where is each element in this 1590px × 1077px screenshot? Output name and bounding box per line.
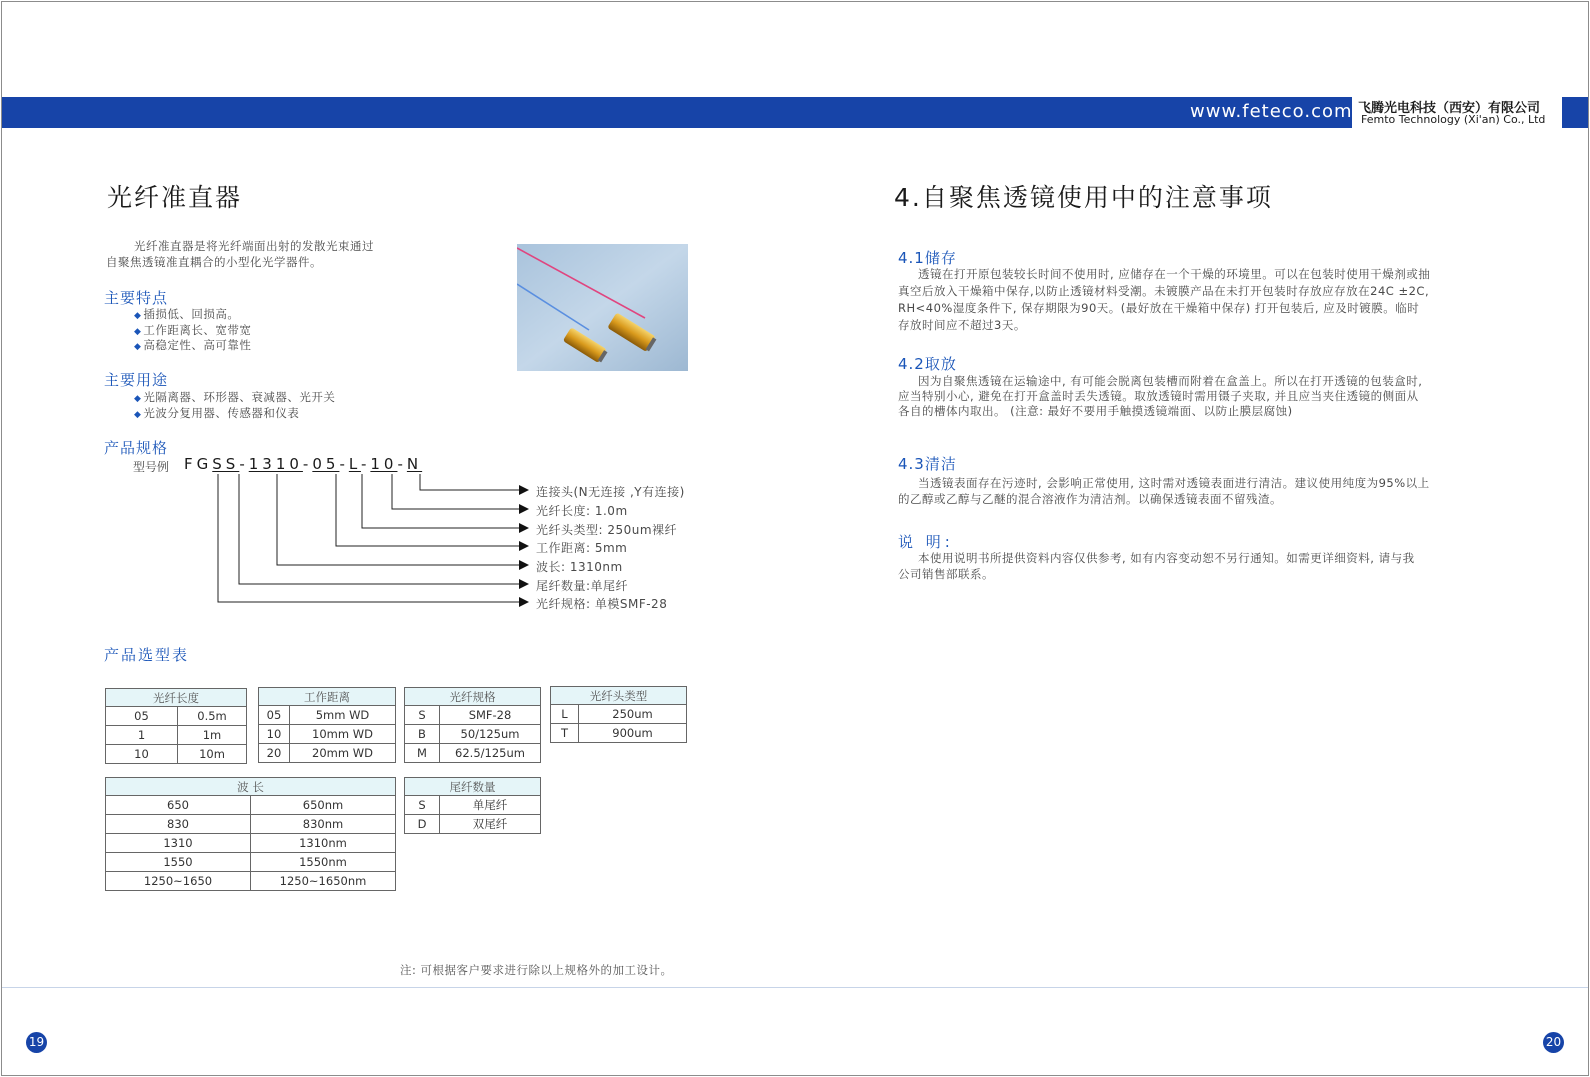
feature-item: ◆ 插损低、回损高。 (134, 307, 240, 321)
table-row: 05 5mm WD (259, 706, 396, 725)
table-row: 1550 1550nm (106, 853, 396, 872)
working-distance-table (258, 687, 396, 763)
table-row: 20 20mm WD (259, 744, 396, 763)
table-row: B 50/125um (405, 725, 541, 744)
fiber-spec-table (404, 687, 541, 763)
pigtail-table (404, 777, 541, 834)
body-line: 本使用说明书所提供资料内容仅供参考, 如有内容变动恕不另行通知。如需更详细资料, 请与我 (918, 551, 1415, 565)
intro-line: 自聚焦透镜准直耦合的小型化光学器件。 (106, 255, 322, 269)
section-heading-note: 说 明: (898, 533, 954, 551)
callout-pigtail: 尾纤数量:单尾纤 (536, 579, 629, 593)
feature-item: ◆ 高稳定性、高可靠性 (134, 338, 252, 352)
feature-item: ◆ 工作距离长、宽带宽 (134, 323, 252, 337)
body-line: 真空后放入干燥箱中保存,以防止透镜材料受潮。未镀膜产品在未打开包装时存放应存放在24C ±2C, (898, 284, 1430, 298)
table-row: 05 0.5m (106, 707, 247, 726)
wavelength-table (105, 777, 396, 891)
table-row: 1 1m (106, 726, 247, 745)
body-line: 当透镜表面存在污迹时, 会影响正常使用, 这时需对透镜表面进行清洁。建议使用纯度为95%以上 (918, 476, 1430, 490)
table-row: 1250~1650 1250~1650nm (106, 872, 396, 891)
footnote: 注: 可根据客户要求进行除以上规格外的加工设计。 (400, 963, 673, 977)
model-code: FGSS-1310-05-L-10-N (184, 455, 423, 473)
table-row: L 250um (551, 705, 687, 724)
table-row: T 900um (551, 724, 687, 743)
model-prefix-label: 型号例 (133, 460, 170, 474)
page-number-right: 20 (1543, 1032, 1564, 1053)
table-row: M 62.5/125um (405, 744, 541, 763)
body-line: 公司销售部联系。 (898, 567, 994, 581)
section-heading-handling: 4.2取放 (898, 355, 957, 373)
website-url[interactable]: www.feteco.com (1190, 101, 1353, 122)
callout-connector: 连接头(N无连接 ,Y有连接) (536, 485, 685, 499)
body-line: 因为自聚焦透镜在运输途中, 有可能会脱离包装槽而附着在盒盖上。所以在打开透镜的包装盒时, (918, 374, 1423, 388)
body-line: RH<40%湿度条件下, 保存期限为90天。(最好放在干燥箱中保存) 打开包装后, 应及时镀膜。临时 (898, 301, 1420, 315)
page-number-left: 19 (26, 1032, 47, 1053)
table-row: 1310 1310nm (106, 834, 396, 853)
company-name-en: Femto Technology (Xi'an) Co., Ltd (1361, 113, 1546, 126)
callout-head-type: 光纤头类型: 250um裸纤 (536, 523, 678, 537)
body-line: 的乙醇或乙醇与乙醚的混合溶液作为清洁剂。以确保透镜表面不留残渣。 (898, 492, 1282, 506)
table-header: 光纤头类型 (551, 687, 687, 705)
page-title-left: 光纤准直器 (107, 183, 243, 212)
applications-heading: 主要用途 (104, 371, 169, 389)
section-heading-cleaning: 4.3清洁 (898, 455, 957, 473)
callout-wavelength: 波长: 1310nm (536, 560, 623, 574)
table-header: 光纤规格 (405, 688, 541, 706)
table-row: 10 10mm WD (259, 725, 396, 744)
intro-line: 光纤准直器是将光纤端面出射的发散光束通过 (134, 239, 374, 253)
page-title-right: 4.自聚焦透镜使用中的注意事项 (894, 183, 1273, 212)
features-heading: 主要特点 (104, 289, 169, 307)
table-row: D 双尾纤 (405, 815, 541, 834)
body-line: 应当特别小心, 避免在打开盒盖时丢失透镜。取放透镜时需用镊子夹取, 并且应当夹住透镜的侧面从 (898, 389, 1419, 403)
callout-fiber-spec: 光纤规格: 单模SMF-28 (536, 597, 668, 611)
body-line: 透镜在打开原包装较长时间不使用时, 应储存在一个干燥的环境里。可以在包装时使用干燥剂或抽 (918, 267, 1431, 281)
bottom-rule (2, 987, 1588, 988)
table-header: 工作距离 (259, 688, 396, 706)
table-header: 波 长 (106, 778, 396, 796)
table-header: 光纤长度 (106, 689, 247, 707)
company-name-cn: 飞腾光电科技（西安）有限公司 (1358, 101, 1541, 116)
section-heading-storage: 4.1储存 (898, 249, 957, 267)
spec-heading: 产品规格 (104, 439, 169, 457)
table-row: 650 650nm (106, 796, 396, 815)
fiber-length-table (105, 688, 247, 764)
callout-fiber-length: 光纤长度: 1.0m (536, 504, 628, 518)
selection-heading: 产品选型表 (104, 646, 190, 664)
callout-working-distance: 工作距离: 5mm (536, 541, 628, 555)
application-item: ◆ 光波分复用器、传感器和仪表 (134, 406, 300, 420)
table-row: 830 830nm (106, 815, 396, 834)
table-row: S 单尾纤 (405, 796, 541, 815)
table-row: 10 10m (106, 745, 247, 764)
table-row: S SMF-28 (405, 706, 541, 725)
table-header: 尾纤数量 (405, 778, 541, 796)
head-type-table (550, 686, 687, 743)
application-item: ◆ 光隔离器、环形器、衰减器、光开关 (134, 390, 336, 404)
body-line: 各自的槽体内取出。 (注意: 最好不要用手触摸透镜端面、以防止膜层腐蚀) (898, 404, 1293, 418)
body-line: 存放时间应不超过3天。 (898, 318, 1026, 332)
